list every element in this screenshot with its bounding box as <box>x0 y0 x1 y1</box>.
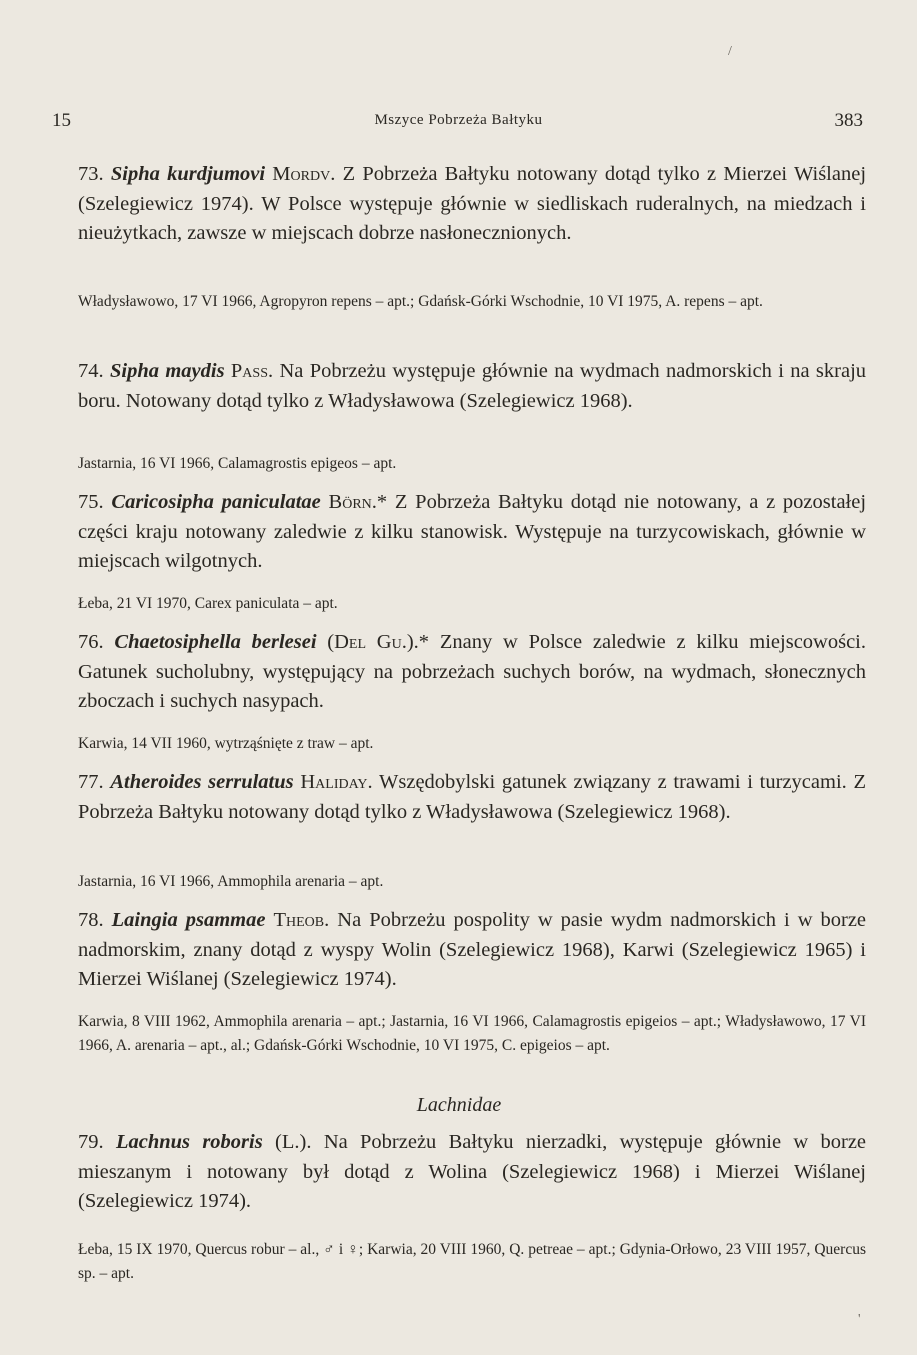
records-76 <box>52 732 866 756</box>
species-entry-77 <box>52 768 866 827</box>
entry-text <box>52 160 866 249</box>
entry-number: 74. <box>78 360 104 382</box>
species-author: (Del Gu.).* <box>327 631 430 653</box>
records-text: Karwia, 14 VII 1960, wytrząśnięte z traw – apt. <box>78 735 374 752</box>
records-text: Łeba, 15 IX 1970, Quercus robur – al., ♂ i ♀; Karwia, 20 VIII 1960, Q. petreae – apt.; Gdynia-Orłowo, 23 VIII 1957, Quercus sp. – apt. <box>78 1241 866 1282</box>
records-text: Łeba, 21 VI 1970, Carex paniculata – apt. <box>78 595 338 612</box>
records-text: Karwia, 8 VIII 1962, Ammophila arenaria – apt.; Jastarnia, 16 VI 1966, Calamagrostis epigeios – apt.; Władysławowo, 17 VI 1966, A. arenaria – apt., al.; Gdańsk-Górki Wschodnie, 10 VI 1975, C. epigeios – apt. <box>78 1013 866 1054</box>
species-name: Sipha kurdjumovi <box>110 163 266 185</box>
species-entry-74 <box>52 357 866 416</box>
entry-text <box>52 768 866 827</box>
entry-text <box>52 1128 866 1217</box>
species-name: Laingia psammae <box>111 909 266 931</box>
species-name: Caricosipha paniculatae <box>111 491 321 513</box>
entry-description: Z Pobrzeża Bałtyku dotąd nie notowany, a z pozostałej części kraju notowany zaledwie z kilku stanowisk. Występuje na turzycowiskach, głównie w miejscach wilgotnych. <box>78 491 867 572</box>
records-text: Jastarnia, 16 VI 1966, Calamagrostis epigeos – apt. <box>78 455 397 472</box>
records-78 <box>52 1010 866 1058</box>
species-author: Börn.* <box>328 491 388 513</box>
family-heading: Lachnidae <box>416 1094 502 1116</box>
page-number-left: 15 <box>52 110 71 131</box>
records-text: Jastarnia, 16 VI 1966, Ammophila arenaria – apt. <box>78 873 384 890</box>
species-author: Theob. <box>273 909 330 931</box>
species-entry-75 <box>52 488 866 577</box>
species-entry-79 <box>52 1128 866 1217</box>
entry-number: 79. <box>78 1131 104 1153</box>
scan-speck: ' <box>858 1312 861 1327</box>
records-text: Władysławowo, 17 VI 1966, Agropyron repens – apt.; Gdańsk-Górki Wschodnie, 10 VI 1975, A. repens – apt. <box>78 293 763 310</box>
records-77 <box>52 870 866 894</box>
species-name: Chaetosiphella berlesei <box>114 631 317 653</box>
entry-number: 75. <box>78 491 104 513</box>
entry-text <box>52 906 866 995</box>
entry-text <box>52 488 866 577</box>
entry-description: Wszędobylski gatunek związany z trawami i turzycami. Z Pobrzeża Bałtyku notowany dotąd tylko z Władysławowa (Szelegiewicz 1968). <box>78 771 867 823</box>
species-author: Haliday. <box>300 771 373 793</box>
entry-number: 76. <box>78 631 104 653</box>
records-79 <box>52 1238 866 1286</box>
species-name: Lachnus roboris <box>115 1131 263 1153</box>
species-entry-76 <box>52 628 866 717</box>
scan-speck: / <box>728 44 732 59</box>
records-74 <box>52 452 866 476</box>
records-75 <box>52 592 866 616</box>
species-entry-73 <box>52 160 866 249</box>
species-author: Pass. <box>230 360 274 382</box>
entry-text <box>52 357 866 416</box>
entry-number: 78. <box>78 909 104 931</box>
entry-description: Z Pobrzeża Bałtyku notowany dotąd tylko z Mierzei Wiślanej (Szelegiewicz 1974). W Polsce występuje głównie w siedliskach ruderalnych, na miedzach i nieużytkach, zawsze w miejscach dobrze nasłonecznionych. <box>78 163 867 244</box>
entry-description: Na Pobrzeżu Bałtyku nierzadki, występuje głównie w borze mieszanym i notowany był dotąd z Wolina (Szelegiewicz 1968) i Mierzei Wiślanej (Szelegiewicz 1974). <box>78 1131 867 1212</box>
species-name: Atheroides serrulatus <box>110 771 294 793</box>
records-73 <box>52 290 866 314</box>
running-title: Mszyce Pobrzeża Bałtyku <box>374 112 543 128</box>
species-author: Mordv. <box>272 163 336 185</box>
entry-number: 73. <box>78 163 104 185</box>
entry-description: Znany w Polsce zaledwie z kilku miejscowości. Gatunek sucholubny, występujący na pobrzeżach suchych borów, na wydmach, słonecznych zboczach i suchych nasypach. <box>78 631 867 712</box>
species-author: (L.). <box>275 1131 312 1153</box>
running-header <box>52 110 865 140</box>
entry-text <box>52 628 866 717</box>
species-name: Sipha maydis <box>109 360 225 382</box>
species-entry-78 <box>52 906 866 995</box>
entry-number: 77. <box>78 771 104 793</box>
entry-description: Na Pobrzeżu pospolity w pasie wydm nadmorskich i w borze nadmorskim, znany dotąd z wyspy Wolin (Szelegiewicz 1968), Karwi (Szelegiewicz 1965) i Mierzei Wiślanej (Szelegiewicz 1974). <box>78 909 867 990</box>
entry-description: Na Pobrzeżu występuje głównie na wydmach nadmorskich i na skraju boru. Notowany dotąd tylko z Władysławowa (Szelegiewicz 1968). <box>78 360 867 412</box>
page-number-right: 383 <box>834 110 863 131</box>
